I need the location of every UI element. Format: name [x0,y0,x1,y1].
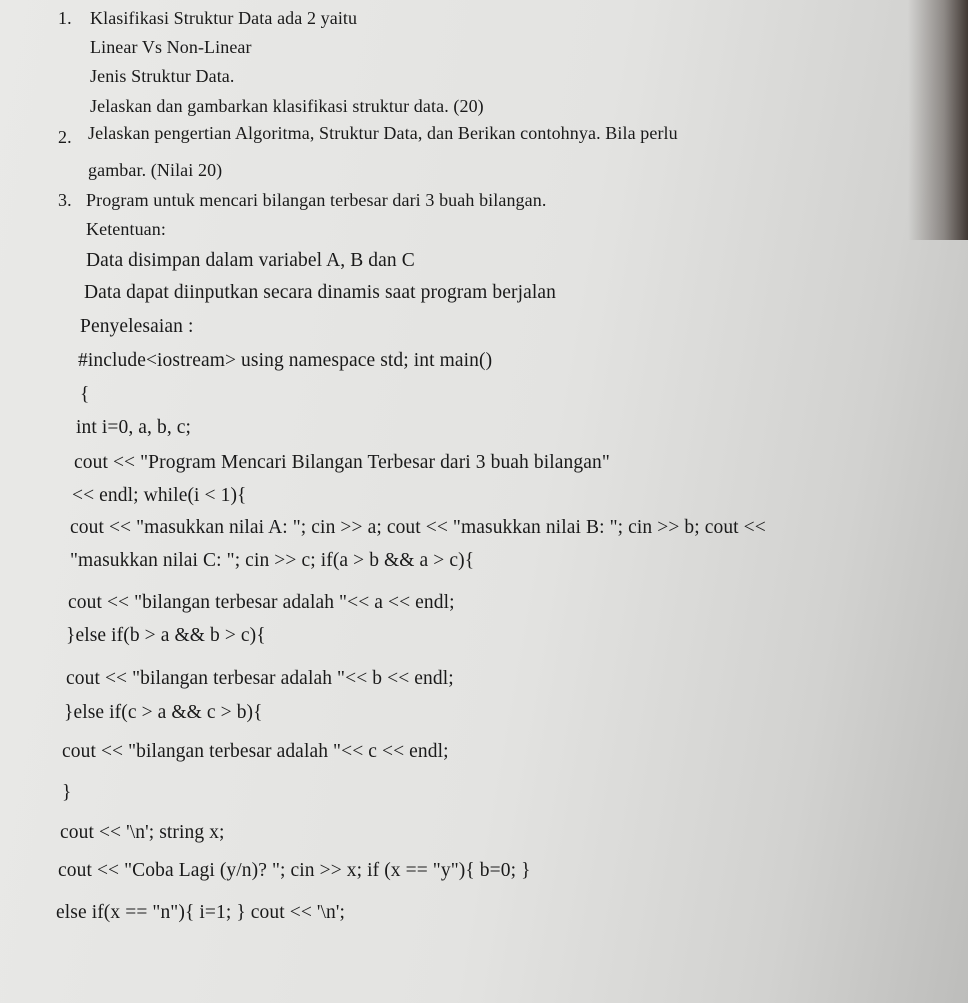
code-line-1: #include<iostream> using namespace std; int main() [78,350,493,371]
code-line-7: "masukkan nilai C: "; cin >> c; if(a > b && a > c){ [70,550,475,571]
code-line-8: cout << "bilangan terbesar adalah "<< a << endl; [68,592,455,613]
code-line-2: { [80,384,90,405]
code-line-10: cout << "bilangan terbesar adalah "<< b << endl; [66,668,454,689]
code-line-3: int i=0, a, b, c; [76,417,192,438]
q1-title: Klasifikasi Struktur Data ada 2 yaitu [90,8,358,28]
q1-line-2: Linear Vs Non-Linear [90,37,252,57]
code-line-9: }else if(b > a && b > c){ [66,625,266,646]
q1-number: 1. [58,8,72,28]
q2-number: 2. [58,127,72,147]
code-line-4: cout << "Program Mencari Bilangan Terbesar dari 3 buah bilangan" [74,452,610,473]
code-line-11: }else if(c > a && c > b){ [64,702,263,723]
code-line-5: << endl; while(i < 1){ [72,485,247,506]
q3-title: Program untuk mencari bilangan terbesar dari 3 buah bilangan. [86,190,547,210]
code-line-6: cout << "masukkan nilai A: "; cin >> a; cout << "masukkan nilai B: "; cin >> b; cout << [70,517,766,538]
q1-line-3: Jenis Struktur Data. [90,66,235,86]
code-line-12: cout << "bilangan terbesar adalah "<< c << endl; [62,741,449,762]
code-line-15: cout << "Coba Lagi (y/n)? "; cin >> x; if (x == "y"){ b=0; } [58,860,531,881]
q3-penyelesaian-label: Penyelesaian : [80,316,194,337]
q3-ketentuan-2: Data dapat diinputkan secara dinamis saat program berjalan [84,282,556,303]
q2-line-2: gambar. (Nilai 20) [88,160,223,180]
q3-ketentuan-1: Data disimpan dalam variabel A, B dan C [86,250,415,271]
page-shadow [908,0,968,240]
q3-ketentuan-label: Ketentuan: [86,219,166,239]
q1-line-4: Jelaskan dan gambarkan klasifikasi struktur data. (20) [90,96,484,116]
code-line-14: cout << '\n'; string x; [60,822,225,843]
code-line-16: else if(x == "n"){ i=1; } cout << '\n'; [56,902,346,923]
code-line-13: } [62,782,72,803]
q3-number: 3. [58,190,72,210]
q2-title: Jelaskan pengertian Algoritma, Struktur Data, dan Berikan contohnya. Bila perlu [88,123,678,143]
